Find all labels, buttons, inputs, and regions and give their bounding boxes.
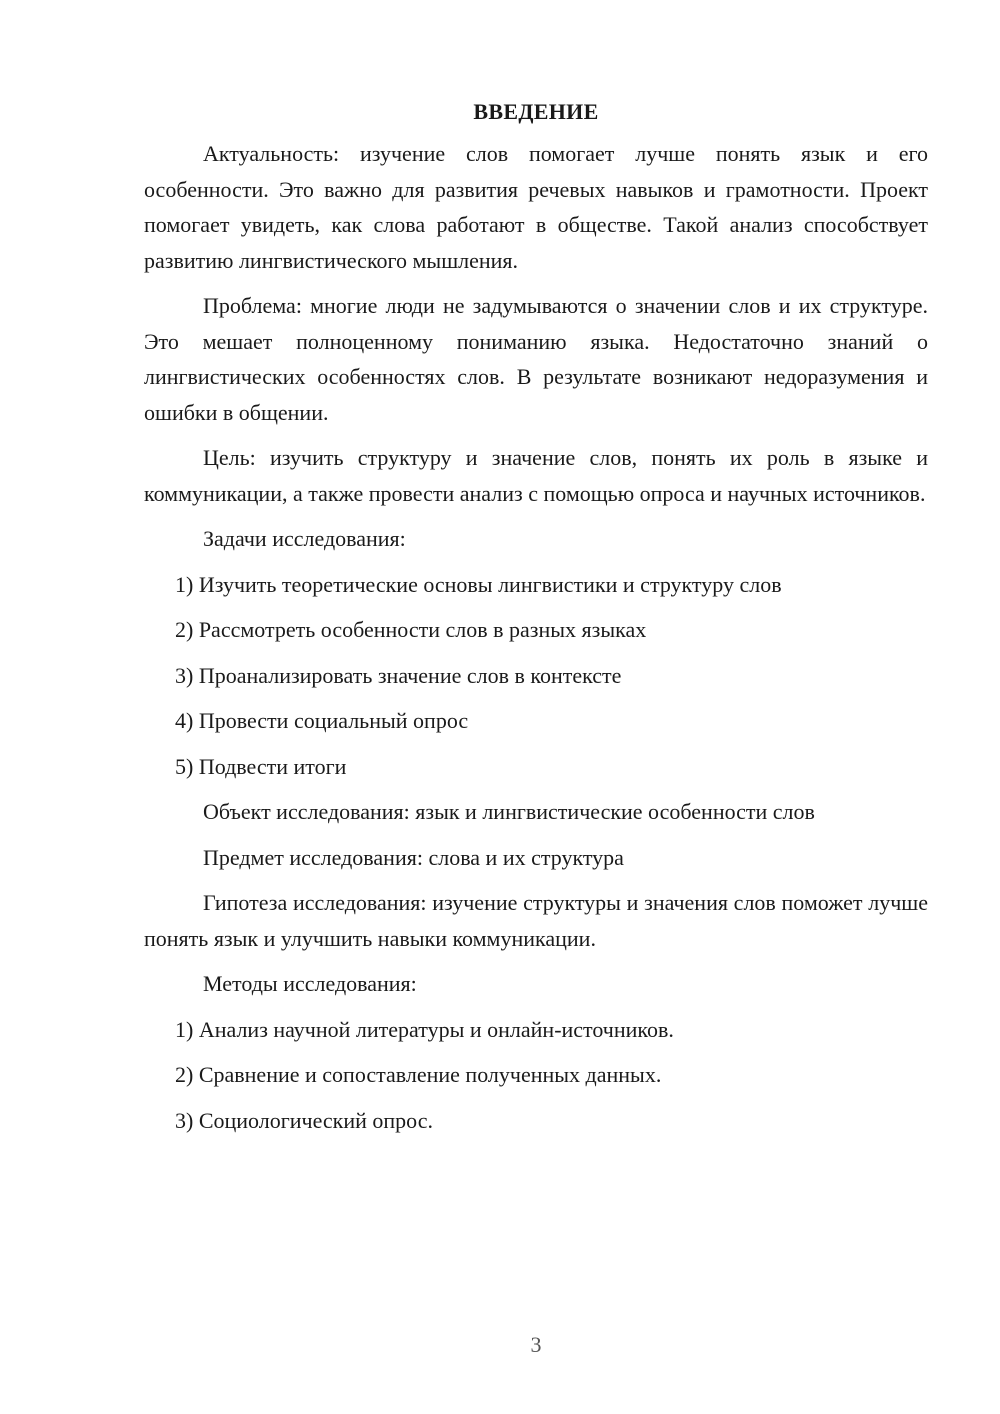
page-content <box>144 94 928 1148</box>
tasks-title: Задачи исследования: <box>203 526 406 551</box>
task-item: 5) Подвести итоги <box>175 753 347 779</box>
hypothesis-paragraph: Гипотеза исследования: изучение структуры и значения слов поможет лучше понять язык и улучшить навыки коммуникации. <box>144 890 928 951</box>
methods-title: Методы исследования: <box>203 971 417 996</box>
method-item: 2) Сравнение и сопоставление полученных данных. <box>175 1062 662 1087</box>
task-item: 4) Провести социальный опрос <box>175 708 469 733</box>
task-item: 1) Изучить теоретические основы лингвистики и структуру слов <box>175 571 782 597</box>
goal-paragraph: Цель: изучить структуру и значение слов, понять их роль в языке и коммуникации, а также провести анализ с помощью опроса и научных источников. <box>144 445 928 506</box>
method-item: 1) Анализ научной литературы и онлайн-источников. <box>175 1016 674 1042</box>
section-heading: ВВЕДЕНИЕ <box>473 99 599 124</box>
task-item: 3) Проанализировать значение слов в контексте <box>175 662 622 688</box>
subject-paragraph: Предмет исследования: слова и их структура <box>203 844 624 870</box>
problem-paragraph: Проблема: многие люди не задумываются о значении слов и их структуре. Это мешает полноценному пониманию языка. Недостаточно знаний о лингвистических особенностях слов. В результате возникают недоразумения и ошибки в общении. <box>144 293 928 425</box>
tasks-list <box>144 567 928 785</box>
relevance-paragraph: Актуальность: изучение слов помогает лучше понять язык и его особенности. Это важно для развития речевых навыков и грамотности. Проект помогает увидеть, как слова работают в обществе. Такой анализ способствует развитию лингвистического мышления. <box>144 141 928 273</box>
methods-list <box>144 1012 928 1139</box>
method-item: 3) Социологический опрос. <box>175 1107 433 1133</box>
page-number: 3 <box>530 1332 542 1357</box>
task-item: 2) Рассмотреть особенности слов в разных языках <box>175 617 647 642</box>
object-paragraph: Объект исследования: язык и лингвистические особенности слов <box>203 799 815 824</box>
